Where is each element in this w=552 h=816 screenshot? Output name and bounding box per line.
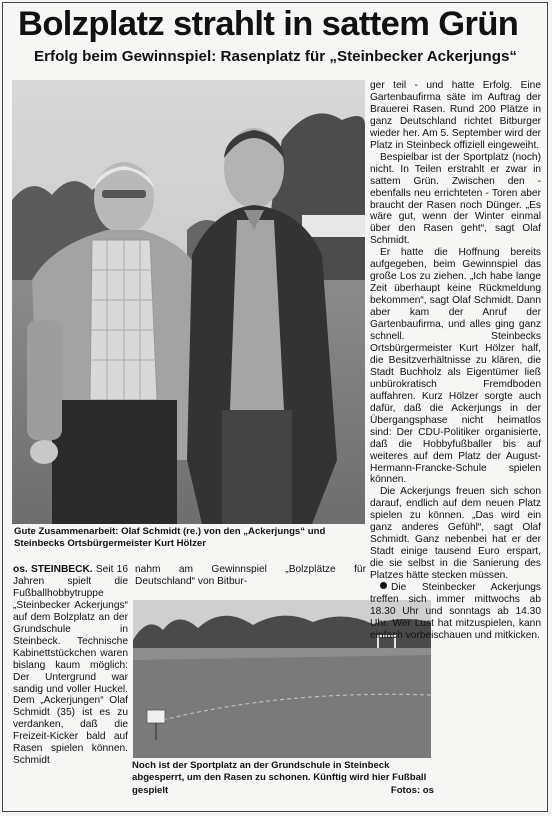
headline: Bolzplatz strahlt in sattem Grün [18, 5, 519, 43]
paragraph-4: Die Ackerjungs freuen sich schon darauf, endlich auf dem neuen Platz spielen zu können. „Das wird ein ganz anderes Gefühl“, sagt Olaf Schmidt. Ganz nebenbei hat er der Stadt einige tausend Euro erspart, die sie selbst in die Sanierung des Platzes hätte stecken müssen. [370, 486, 541, 582]
middle-text: nahm am Gewinnspiel „Bolzplätze für Deutschland“ von Bitbur- [135, 564, 366, 587]
photo2-caption-text: Noch ist der Sportplatz an der Grundschule in Steinbeck abgesperrt, um den Rasen zu schonen. Künftig wird hier Fußball gespielt [132, 760, 427, 796]
body-column-left [13, 564, 128, 767]
paragraph-5-text: Die Steinbecker Ackerjungs treffen sich immer mittwochs ab 18.30 Uhr und sonntags ab 14.30 Uhr. Wer Lust hat mitzuspielen, kann einfach vorbeischauen und mitkicken. [370, 582, 541, 641]
paragraph-5 [370, 582, 541, 642]
paragraph-3: Er hatte die Hoffnung bereits aufgegeben, beim Gewinnspiel das große Los zu ziehen. „Ich habe lange Zeit überhaupt keine Rückmeldung bekommen“, sagt Olaf Schmidt. Dann aber kam der Anruf der Gartenbaufirma, und alles ging ganz schnell. Steinbecks Ortsbürgermeister Kurt Hölzer half, die Besitzverhältnisse zu klären, die Stadt Buchholz als Eigentümer ließ unbürokratisch Fremdboden auffahren. Kurz Hölzer sorgte auch dafür, daß die Ackerjungs in der Übergangsphase nicht heimatlos sind: Der CDU-Politiker organisierte, daß die Hobbyfußballer bis auf weiteres auf dem Platz der August-Hermann-Francke-Schule spielen können. [370, 247, 541, 486]
photo-credit: Fotos: os [390, 784, 434, 796]
body-column-middle [135, 564, 366, 588]
portrait-photo [12, 80, 365, 524]
subheadline: Erfolg beim Gewinnspiel: Rasenplatz für „Steinbecker Ackerjungs“ [34, 48, 518, 65]
photo1-caption: Gute Zusammenarbeit: Olaf Schmidt (re.) von den „Ackerjungs“ und Steinbecks Ortsbürgermeister Kurt Hölzer [14, 526, 326, 550]
lead-text: Seit 16 Jahren spielt die Fußballhobbytruppe „Steinbecker Ackerjungs“ auf dem Bolzplatz an der Grundschule in Steinbeck. Technische Kabinettstückchen waren bislang kaum möglich: Der Untergrund war sandig und voller Huckel. Dem „Ackerjungen“ Olaf Schmidt (35) ist es zu verdanken, daß die Freizeit-Kicker bald auf Rasen spielen können. Schmidt [13, 564, 129, 767]
portrait-photo-image [12, 80, 365, 524]
paragraph-1: ger teil - und hatte Erfolg. Eine Gartenbaufirma säte im Auftrag der Brauerei Rasen. Rund 200 Plätze in ganz Deutschland richtet Bitburger wieder her. Am 5. September wird der Platz in Steinbeck offiziell eingeweiht. [370, 80, 541, 151]
photo2-caption [132, 760, 434, 797]
body-column-right [370, 80, 541, 642]
lead-paragraph [13, 564, 128, 767]
dateline: os. STEINBECK. [13, 564, 93, 575]
paragraph-2: Bespielbar ist der Sportplatz (noch) nicht. In Teilen erstrahlt er zwar in sattem Grün. Zwischen den - ebenfalls neu errichteten - Toren aber braucht der Rasen noch Dünger. „Es wäre gut, wenn der Winter einmal über den Rasen geht“, sagt Olaf Schmidt. [370, 151, 541, 247]
bullet-icon [380, 582, 387, 589]
